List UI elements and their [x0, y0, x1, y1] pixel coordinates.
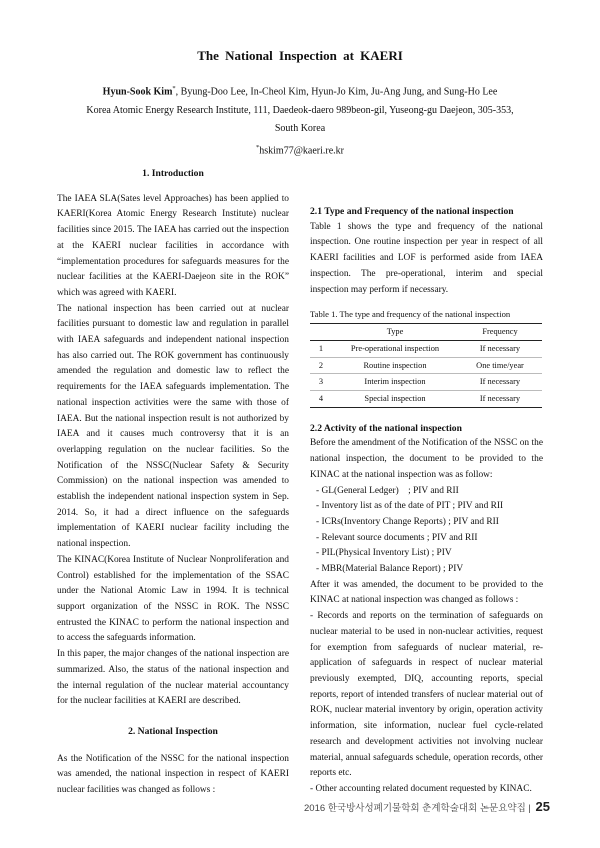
table-cell-type: Pre-operational inspection [350, 343, 440, 353]
list-item: - ICRs(Inventory Change Reports) ; PIV and RII [316, 516, 499, 527]
table-1 [310, 323, 542, 408]
table-header-type: Type [386, 327, 404, 337]
section-2-2-paragraph-4: - Other accounting related document requested by KINAC. [310, 783, 532, 794]
section-2-2-paragraph-2: After it was amended, the document to be provided to the KINAC at national inspection was changed as follows : [310, 579, 543, 606]
list-item: - PIL(Physical Inventory List) ; PIV [316, 548, 452, 559]
table-cell-no: 3 [318, 377, 324, 387]
intro-paragraph-4: In this paper, the major changes of the national inspection are summarized. Also, the status of the national inspection and the internal regulation of the nuclear material accountancy for the nuclear facilities at KAERI are described. [57, 649, 289, 707]
intro-paragraph-1: The IAEA SLA(Sates level Approaches) has been applied to KAERI(Korea Atomic Energy Research Institute) nuclear facilities since 2015. The IAEA has carried out the inspection at the KAERI nuclear facilities in accordance with “implementation procedures for safeguards measures for the nuclear facilities at the KAERI-Daejeon site in the ROK” which was agreed with KAERI. [57, 193, 289, 298]
email-line [30, 139, 570, 161]
section-2-2-heading: 2.2 Activity of the national inspection [310, 422, 462, 434]
list-item: - MBR(Material Balance Report) ; PIV [316, 564, 464, 575]
table-header-no [310, 324, 332, 341]
section-2-paragraph-1: As the Notification of the NSSC for the national inspection was amended, the national inspection in respect of KAERI nuclear facilities was changed as follows : [57, 753, 289, 796]
list-item: - GL(General Ledger) ; PIV and RII [316, 485, 459, 496]
table-cell-frequency: If necessary [479, 394, 521, 404]
table-cell-type: Interim inspection [364, 377, 426, 387]
table-row [310, 391, 542, 408]
conference-name: 2016 한국방사성폐기물학회 춘계학술대회 논문요약집 [304, 803, 526, 814]
page-number: 25 [535, 799, 550, 814]
right-column [310, 163, 543, 798]
table-cell-no: 1 [318, 343, 324, 353]
author-list [30, 80, 570, 102]
section-1-heading: 1. Introduction [142, 168, 204, 179]
co-authors: , Byung-Doo Lee, In-Cheol Kim, Hyun-Jo Kim, Ju-Ang Jung, and Sung-Ho Lee [175, 86, 498, 98]
table-row [310, 340, 542, 357]
left-column [57, 166, 289, 799]
email-mark: * [256, 143, 260, 151]
table-row [310, 357, 542, 374]
section-2-1-paragraph: Table 1 shows the type and frequency of the national inspection. One routine inspection per year in respect of all KAERI facilities and LOF is performed aside from IAEA inspection. The pre-operational, interim and special inspection may perform if necessary. [310, 221, 543, 295]
document-list [310, 484, 543, 578]
table-cell-no: 2 [318, 360, 324, 370]
paper-title: The National Inspection at KAERI [197, 48, 403, 63]
affiliation: Korea Atomic Energy Research Institute, 111, Daedeok-daero 989beon-gil, Yuseong-gu Daejeon, 305-353, [86, 104, 514, 116]
country: South Korea [274, 123, 326, 135]
corresponding-mark: * [172, 85, 176, 92]
table-cell-frequency: One time/year [476, 360, 524, 370]
table-1-caption: Table 1. The type and frequency of the national inspection [310, 309, 511, 320]
intro-paragraph-2: The national inspection has been carried out at nuclear facilities pursuant to domestic law and regulation in parallel with IAEA safeguards and independent national inspection has also carried out. The ROK government has continuously amended the regulation and domestic law to reflect the requirements for the IAEA safeguards implementation. The national inspection activities were the same with those of IAEA. But the national inspection result is not authorized by IAEA and it causes much controversy that it is an overlapping regulation on the nuclear facilities. So the Notification of the NSSC(Nuclear Safety & Security Commission) on the national inspection was amended to establish the independent national inspection system in Sep. 2014. So, it had a direct influence on the safeguards implementation of KAERI nuclear facility including the national inspection. [57, 303, 289, 550]
list-item: - Inventory list as of the date of PIT ; PIV and RII [316, 501, 504, 512]
table-cell-type: Special inspection [364, 394, 426, 404]
section-2-heading: 2. National Inspection [128, 725, 218, 737]
table-cell-frequency: If necessary [479, 343, 521, 353]
author-block [30, 80, 570, 161]
table-header-frequency: Frequency [482, 327, 518, 337]
email: hskim77@kaeri.re.kr [259, 145, 344, 157]
lead-author: Hyun-Sook Kim [102, 86, 173, 98]
section-2-paragraph-1-continued [310, 163, 543, 194]
section-2-1-heading: 2.1 Type and Frequency of the national inspection [310, 206, 514, 217]
section-2-2-paragraph-3: - Records and reports on the termination of safeguards on nuclear material to be used in non-nuclear activities, request for exemption from safeguards of nuclear material, re-application of safeguards in respect of nuclear material previously exempted, DIQ, accounting reports, special reports, report of intended transfers of nuclear material out of ROK, nuclear material inventory by origin, operation activity information, site information, nuclear fuel cycle-related research and development activities not involving nuclear material, annual safeguards schedule, operation records, other reports etc. [310, 611, 543, 779]
table-cell-frequency: If necessary [479, 377, 521, 387]
list-item: - Relevant source documents ; PIV and RII [316, 532, 478, 543]
table-header-row [310, 324, 542, 341]
footer-separator: | [528, 803, 531, 814]
table-cell-type: Routine inspection [363, 360, 427, 370]
intro-paragraph-3: The KINAC(Korea Institute of Nuclear Nonproliferation and Control) established for the implementation of the SSAC under the National Atomic Law in 1994. It is technical support organization of the NSSC in ROK. The NSSC entrusted the KINAC to perform the national inspection and to access the safeguards information. [57, 554, 289, 644]
table-row [310, 374, 542, 391]
table-cell-no: 4 [318, 394, 324, 404]
section-2-2-paragraph-1: Before the amendment of the Notification of the NSSC on the national inspection, the document to be provided to the KINAC at the national inspection was as follow: [310, 438, 543, 480]
page-footer [304, 799, 550, 814]
